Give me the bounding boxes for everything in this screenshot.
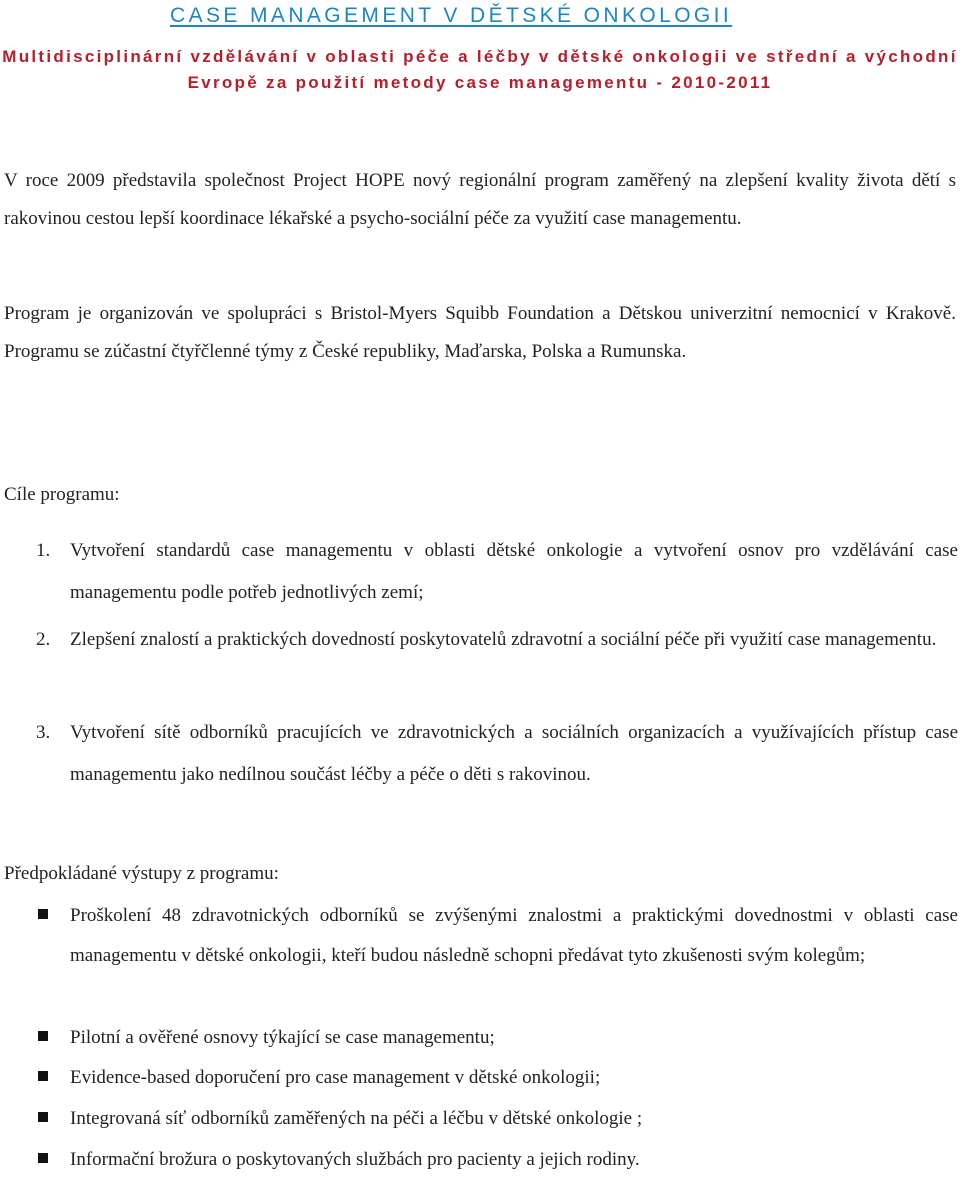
document-subtitle: Multidisciplinární vzdělávání v oblasti péče a léčby v dětské onkologii ve střední a východní Evropě za použití metody case managementu - 2010-2011 [2, 47, 958, 92]
goal-number: 1. [36, 540, 51, 561]
intro-paragraph: V roce 2009 představila společnost Project HOPE nový regionální program zaměřený na zlepšení kvality života dětí s rakovinou cestou lepší koordinace lékařské a psycho-sociální péče za využití case managementu. [4, 170, 956, 229]
square-bullet-icon [38, 1153, 48, 1163]
output-text: Evidence-based doporučení pro case management v dětské onkologii; [70, 1067, 601, 1088]
goal-text: Vytvoření standardů case managementu v oblasti dětské onkologie a vytvoření osnov pro vzdělávání case managementu podle potřeb jednotlivých zemí; [70, 540, 958, 603]
outputs-heading: Předpokládané výstupy z programu: [4, 863, 279, 884]
output-text: Pilotní a ověřené osnovy týkající se case managementu; [70, 1027, 495, 1048]
goal-number: 2. [36, 629, 51, 650]
square-bullet-icon [38, 1071, 48, 1081]
document-title: CASE MANAGEMENT V DĚTSKÉ ONKOLOGII [170, 4, 733, 27]
output-text: Integrovaná síť odborníků zaměřených na péči a léčbu v dětské onkologie ; [70, 1108, 643, 1129]
output-text: Proškolení 48 zdravotnických odborníků se zvýšenými znalostmi a praktickými dovednostmi v oblasti case managementu v dětské onkologii, kteří budou následně schopni předávat tyto zkušenosti svým kolegům; [70, 905, 958, 966]
output-text: Informační brožura o poskytovaných službách pro pacienty a jejich rodiny. [70, 1149, 640, 1170]
goal-text: Vytvoření sítě odborníků pracujících ve zdravotnických a sociálních organizacích a využívajících přístup case managementu jako nedílnou součást léčby a péče o děti s rakovinou. [70, 722, 958, 785]
square-bullet-icon [38, 1031, 48, 1041]
square-bullet-icon [38, 1112, 48, 1122]
partnership-paragraph: Program je organizován ve spolupráci s Bristol-Myers Squibb Foundation a Dětskou univerzitní nemocnicí v Krakově. Programu se zúčastní čtyřčlenné týmy z České republiky, Maďarska, Polska a Rumunska. [4, 303, 956, 362]
goal-number: 3. [36, 722, 51, 743]
goal-text: Zlepšení znalostí a praktických dovedností poskytovatelů zdravotní a sociální péče při využití case managementu. [70, 629, 937, 650]
square-bullet-icon [38, 909, 48, 919]
goals-heading: Cíle programu: [4, 484, 120, 505]
